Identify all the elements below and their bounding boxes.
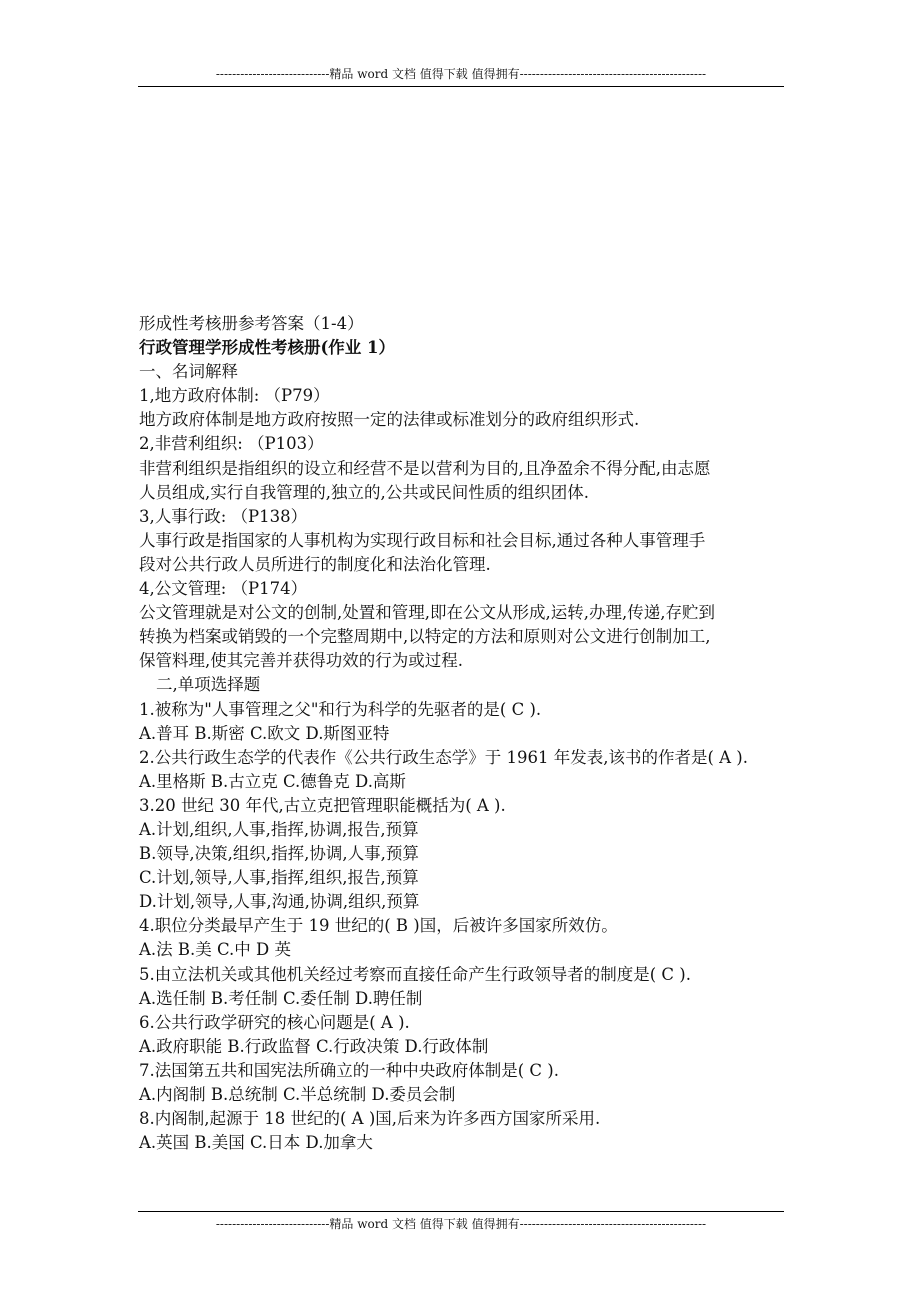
term-title: 2,非营利组织: （P103）	[139, 434, 324, 454]
question: 5.由立法机关或其他机关经过考察而直接任命产生行政领导者的制度是( C ).	[139, 964, 691, 984]
term-title: 1,地方政府体制: （P79）	[139, 386, 330, 406]
options: A.选任制 B.考任制 C.委任制 D.聘任制	[139, 988, 423, 1008]
option: B.领导,决策,组织,指挥,协调,人事,预算	[139, 844, 419, 864]
term-title: 4,公文管理: （P174）	[139, 579, 308, 599]
term-title: 3,人事行政: （P138）	[139, 506, 308, 526]
question: 8.内阁制,起源于 18 世纪的( A )国,后来为许多西方国家所采用.	[139, 1109, 601, 1129]
document-title: 形成性考核册参考答案（1-4）	[139, 314, 364, 333]
page-header: ----------------------------精品 word 文档 值得下载 值得拥有----------------------------------------------	[138, 67, 784, 87]
question: 7.法国第五共和国宪法所确立的一种中央政府体制是( C ).	[139, 1060, 559, 1080]
question: 4.职位分类最早产生于 19 世纪的( B )国，后被许多国家所效仿。	[139, 916, 618, 936]
option: D.计划,领导,人事,沟通,协调,组织,预算	[139, 892, 420, 912]
term-definition: 非营利组织是指组织的设立和经营不是以营利为目的,且净盈余不得分配,由志愿	[139, 458, 711, 478]
term-definition: 转换为档案或销毁的一个完整周期中,以特定的方法和原则对公文进行创制加工,	[139, 627, 711, 647]
assignment-heading: 行政管理学形成性考核册(作业 1）	[139, 338, 396, 358]
option: C.计划,领导,人事,指挥,组织,报告,预算	[139, 868, 419, 888]
document-body	[139, 312, 799, 1155]
options: A.普耳 B.斯密 C.欧文 D.斯图亚特	[139, 723, 390, 743]
question: 1.被称为"人事管理之父"和行为科学的先驱者的是( C ).	[139, 699, 542, 719]
term-definition: 段对公共行政人员所进行的制度化和法治化管理.	[139, 554, 491, 574]
term-definition: 人事行政是指国家的人事机构为实现行政目标和社会目标,通过各种人事管理手	[139, 530, 706, 550]
term-definition: 保管料理,使其完善并获得功效的行为或过程.	[139, 651, 463, 671]
section-heading-terms: 一、名词解释	[139, 362, 238, 382]
options: A.内阁制 B.总统制 C.半总统制 D.委员会制	[139, 1085, 456, 1104]
page-footer: ----------------------------精品 word 文档 值得下载 值得拥有----------------------------------------------	[138, 1211, 784, 1232]
question: 2.公共行政生态学的代表作《公共行政生态学》于 1961 年发表,该书的作者是( A ).	[139, 747, 748, 767]
option: A.计划,组织,人事,指挥,协调,报告,预算	[139, 819, 419, 839]
options: A.政府职能 B.行政监督 C.行政决策 D.行政体制	[139, 1036, 489, 1056]
question: 6.公共行政学研究的核心问题是( A ).	[139, 1012, 410, 1032]
section-heading-choice: 二,单项选择题	[156, 675, 261, 695]
term-definition: 公文管理就是对公文的创制,处置和管理,即在公文从形成,运转,办理,传递,存贮到	[139, 603, 715, 623]
options: A.英国 B.美国 C.日本 D.加拿大	[139, 1133, 373, 1153]
term-definition: 人员组成,实行自我管理的,独立的,公共或民间性质的组织团体.	[139, 482, 589, 502]
term-definition: 地方政府体制是地方政府按照一定的法律或标准划分的政府组织形式.	[139, 410, 640, 430]
options: A.法 B.美 C.中 D 英	[139, 940, 292, 960]
options: A.里格斯 B.古立克 C.德鲁克 D.高斯	[139, 771, 406, 791]
question: 3.20 世纪 30 年代,古立克把管理职能概括为( A ).	[139, 795, 506, 815]
